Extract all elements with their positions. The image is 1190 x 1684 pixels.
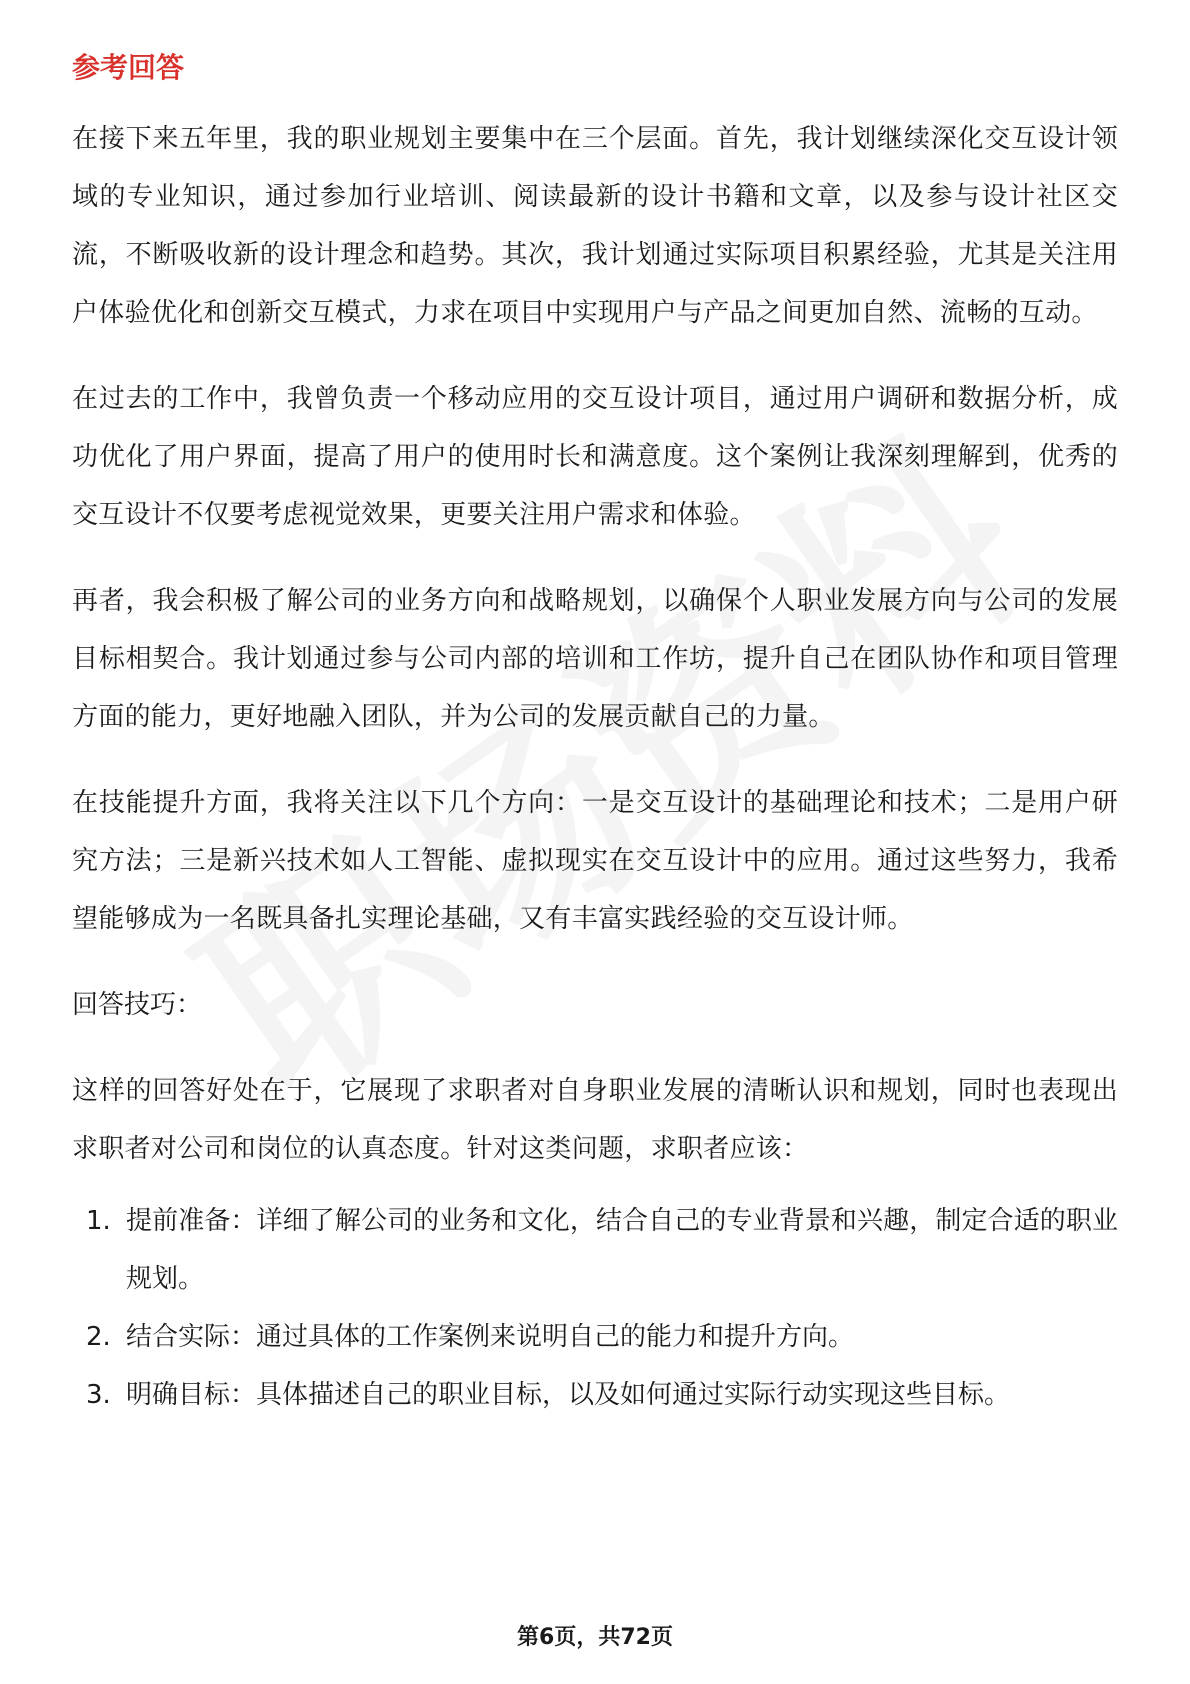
- tips-item-1: [72, 1192, 1118, 1308]
- tips-item-text: 结合实际：通过具体的工作案例来说明自己的能力和提升方向。: [126, 1322, 855, 1352]
- section-title: 参考回答: [72, 51, 185, 84]
- tips-intro: 这样的回答好处在于，它展现了求职者对自身职业发展的清晰认识和规划，同时也表现出求职者对公司和岗位的认真态度。针对这类问题，求职者应该：: [72, 1076, 1118, 1164]
- answer-paragraph-4: 在技能提升方面，我将关注以下几个方向：一是交互设计的基础理论和技术；二是用户研究方法；三是新兴技术如人工智能、虚拟现实在交互设计中的应用。通过这些努力，我希望能够成为一名既具备扎实理论基础，又有丰富实践经验的交互设计师。: [72, 788, 1118, 934]
- list-number: 3.: [86, 1380, 111, 1410]
- tips-list: [72, 1192, 1118, 1424]
- document-page: [72, 48, 1118, 1424]
- tips-item-text: 提前准备：详细了解公司的业务和文化，结合自己的专业背景和兴趣，制定合适的职业规划。: [126, 1206, 1118, 1294]
- list-number: 2.: [86, 1322, 111, 1352]
- page-footer: 第6页，共72页: [517, 1625, 673, 1650]
- tips-item-2: [72, 1308, 1118, 1366]
- answer-paragraph-2: 在过去的工作中，我曾负责一个移动应用的交互设计项目，通过用户调研和数据分析，成功优化了用户界面，提高了用户的使用时长和满意度。这个案例让我深刻理解到，优秀的交互设计不仅要考虑视觉效果，更要关注用户需求和体验。: [72, 384, 1118, 530]
- list-number: 1.: [86, 1206, 111, 1236]
- tips-heading: 回答技巧：: [72, 990, 203, 1020]
- tips-item-3: [72, 1366, 1118, 1424]
- tips-item-text: 明确目标：具体描述自己的职业目标，以及如何通过实际行动实现这些目标。: [126, 1380, 1011, 1410]
- answer-paragraph-3: 再者，我会积极了解公司的业务方向和战略规划，以确保个人职业发展方向与公司的发展目标相契合。我计划通过参与公司内部的培训和工作坊，提升自己在团队协作和项目管理方面的能力，更好地融入团队，并为公司的发展贡献自己的力量。: [72, 586, 1118, 732]
- answer-paragraph-1: 在接下来五年里，我的职业规划主要集中在三个层面。首先，我计划继续深化交互设计领域的专业知识，通过参加行业培训、阅读最新的设计书籍和文章，以及参与设计社区交流，不断吸收新的设计理念和趋势。其次，我计划通过实际项目积累经验，尤其是关注用户体验优化和创新交互模式，力求在项目中实现用户与产品之间更加自然、流畅的互动。: [72, 124, 1118, 328]
